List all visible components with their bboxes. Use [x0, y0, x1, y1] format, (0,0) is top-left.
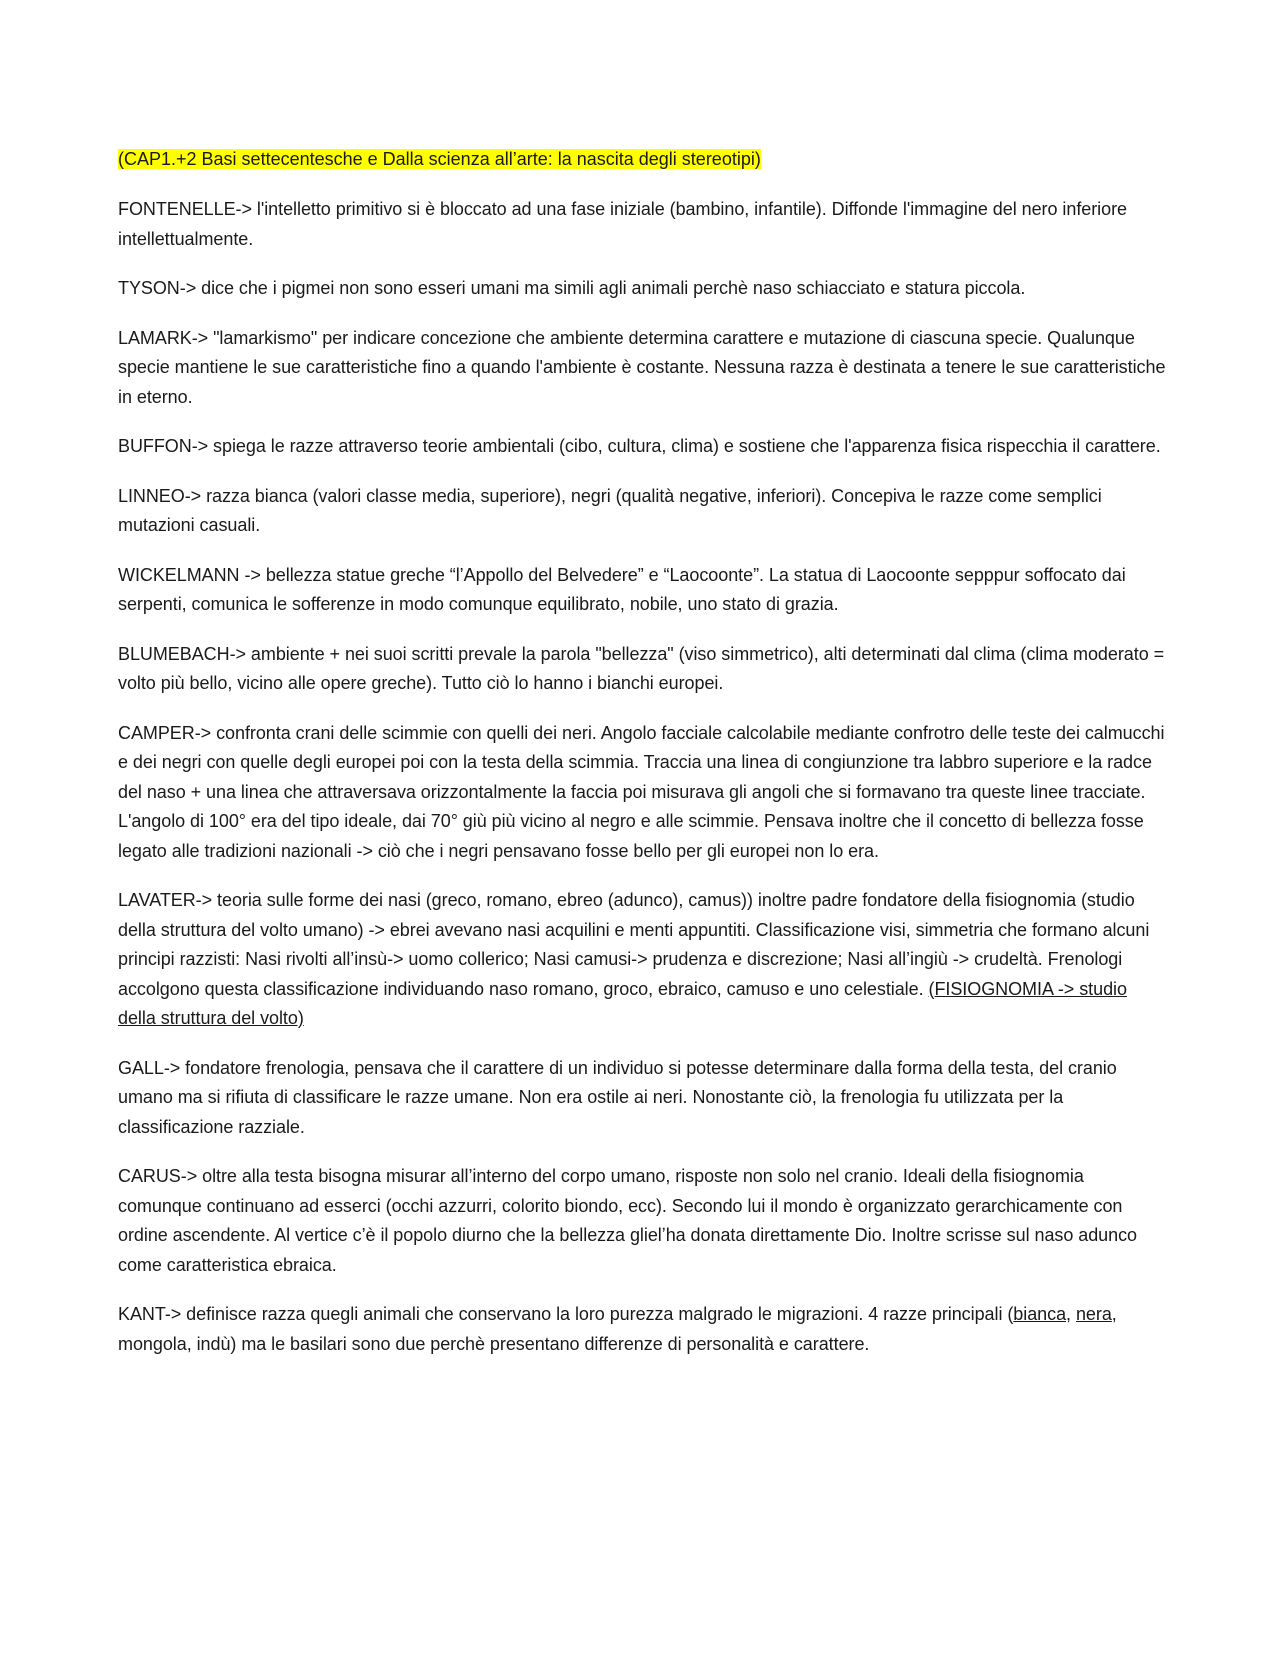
paragraph-buffon: BUFFON-> spiega le razze attraverso teorie ambientali (cibo, cultura, clima) e sostiene che l'apparenza fisica rispecchia il carattere.	[118, 436, 1161, 456]
kant-text-1: KANT-> definisce razza quegli animali che conservano la loro purezza malgrado le migrazioni. 4 razze principali (	[118, 1304, 1014, 1324]
paragraph-wickelmann: WICKELMANN -> bellezza statue greche “l’Appollo del Belvedere” e “Laocoonte”. La statua di Laocoonte sepppur soffocato dai serpenti, comunica le sofferenze in modo comunque equilibrato, nobile, uno stato di grazia.	[118, 564, 1126, 614]
paragraph-lamark: LAMARK-> "lamarkismo" per indicare concezione che ambiente determina carattere e mutazione di ciascuna specie. Qualunque specie mantiene le sue caratteristiche fino a quando l'ambiente è costante. Nessuna razza è destinata a tenere le sue caratteristiche in eterno.	[118, 327, 1166, 407]
lavater-underlined-note: (FISIOGNOMIA -> studio della struttura del volto)	[118, 978, 1127, 1028]
paragraph-blumebach: BLUMEBACH-> ambiente + nei suoi scritti prevale la parola "bellezza" (viso simmetrico), alti determinati dal clima (clima moderato = volto più bello, vicino alle opere greche). Tutto ciò lo hanno i bianchi europei.	[118, 643, 1165, 693]
paragraph-gall: GALL-> fondatore frenologia, pensava che il carattere di un individuo si potesse determinare dalla forma della testa, del cranio umano ma si rifiuta di classificare le razze umane. Non era ostile ai neri. Nonostante ciò, la frenologia fu utilizzata per la classificazione razziale.	[118, 1057, 1117, 1137]
chapter-heading: (CAP1.+2 Basi settecentesche e Dalla scienza all’arte: la nascita degli stereotipi)	[118, 149, 761, 169]
paragraph-linneo: LINNEO-> razza bianca (valori classe media, superiore), negri (qualità negative, inferiori). Concepiva le razze come semplici mutazioni casuali.	[118, 485, 1102, 535]
kant-text-2: ,	[1066, 1304, 1076, 1324]
lavater-text: LAVATER-> teoria sulle forme dei nasi (greco, romano, ebreo (adunco), camus)) inoltre padre fondatore della fisiognomia (studio della struttura del volto umano) -> ebrei avevano nasi acquilini e menti appuntiti. Classificazione visi, simmetria che formano alcuni principi razzisti: Nasi rivolti all’insù-> uomo collerico; Nasi camusi-> prudenza e discrezione; Nasi all’ingiù -> crudeltà. Frenologi accolgono questa classificazione individuando naso romano, groco, ebraico, camuso e uno celestiale.	[118, 890, 1150, 999]
document-page	[118, 144, 1168, 1379]
chapter-heading-line	[118, 144, 1168, 176]
kant-underlined-bianca: bianca	[1013, 1304, 1067, 1324]
paragraph-carus: CARUS-> oltre alla testa bisogna misurar all’interno del corpo umano, risposte non solo nel cranio. Ideali della fisiognomia comunque continuano ad esserci (occhi azzurri, colorito biondo, ecc). Secondo lui il mondo è organizzato gerarchicamente con ordine ascendente. Al vertice c’è il popolo diurno che la bellezza glielʼha donata direttamente Dio. Inoltre scrisse sul naso adunco come caratteristica ebraica.	[118, 1166, 1138, 1275]
paragraph-camper: CAMPER-> confronta crani delle scimmie con quelli dei neri. Angolo facciale calcolabile mediante confrotro delle teste dei calmucchi e dei negri con quelle degli europei poi con la testa della scimmia. Traccia una linea di congiunzione tra labbro superiore e la radce del naso + una linea che attraversava orizzontalmente la faccia poi misurava gli angoli che si formavano tra queste linee tracciate. L'angolo di 100° era del tipo ideale, dai 70° giù più vicino al negro e alle scimmie. Pensava inoltre che il concetto di bellezza fosse legato alle tradizioni nazionali -> ciò che i negri pensavano fosse bello per gli europei non lo era.	[118, 722, 1165, 861]
paragraph-tyson: TYSON-> dice che i pigmei non sono esseri umani ma simili agli animali perchè naso schiacciato e statura piccola.	[118, 278, 1026, 298]
kant-text-3: , mongola, indù) ma le basilari sono due perchè presentano differenze di personalità e carattere.	[118, 1304, 1117, 1354]
kant-underlined-nera: nera	[1075, 1304, 1112, 1324]
paragraph-kant	[118, 1300, 1168, 1359]
paragraph-lavater	[118, 886, 1168, 1034]
paragraph-fontenelle: FONTENELLE-> l'intelletto primitivo si è bloccato ad una fase iniziale (bambino, infantile). Diffonde l'immagine del nero inferiore intellettualmente.	[118, 199, 1127, 249]
